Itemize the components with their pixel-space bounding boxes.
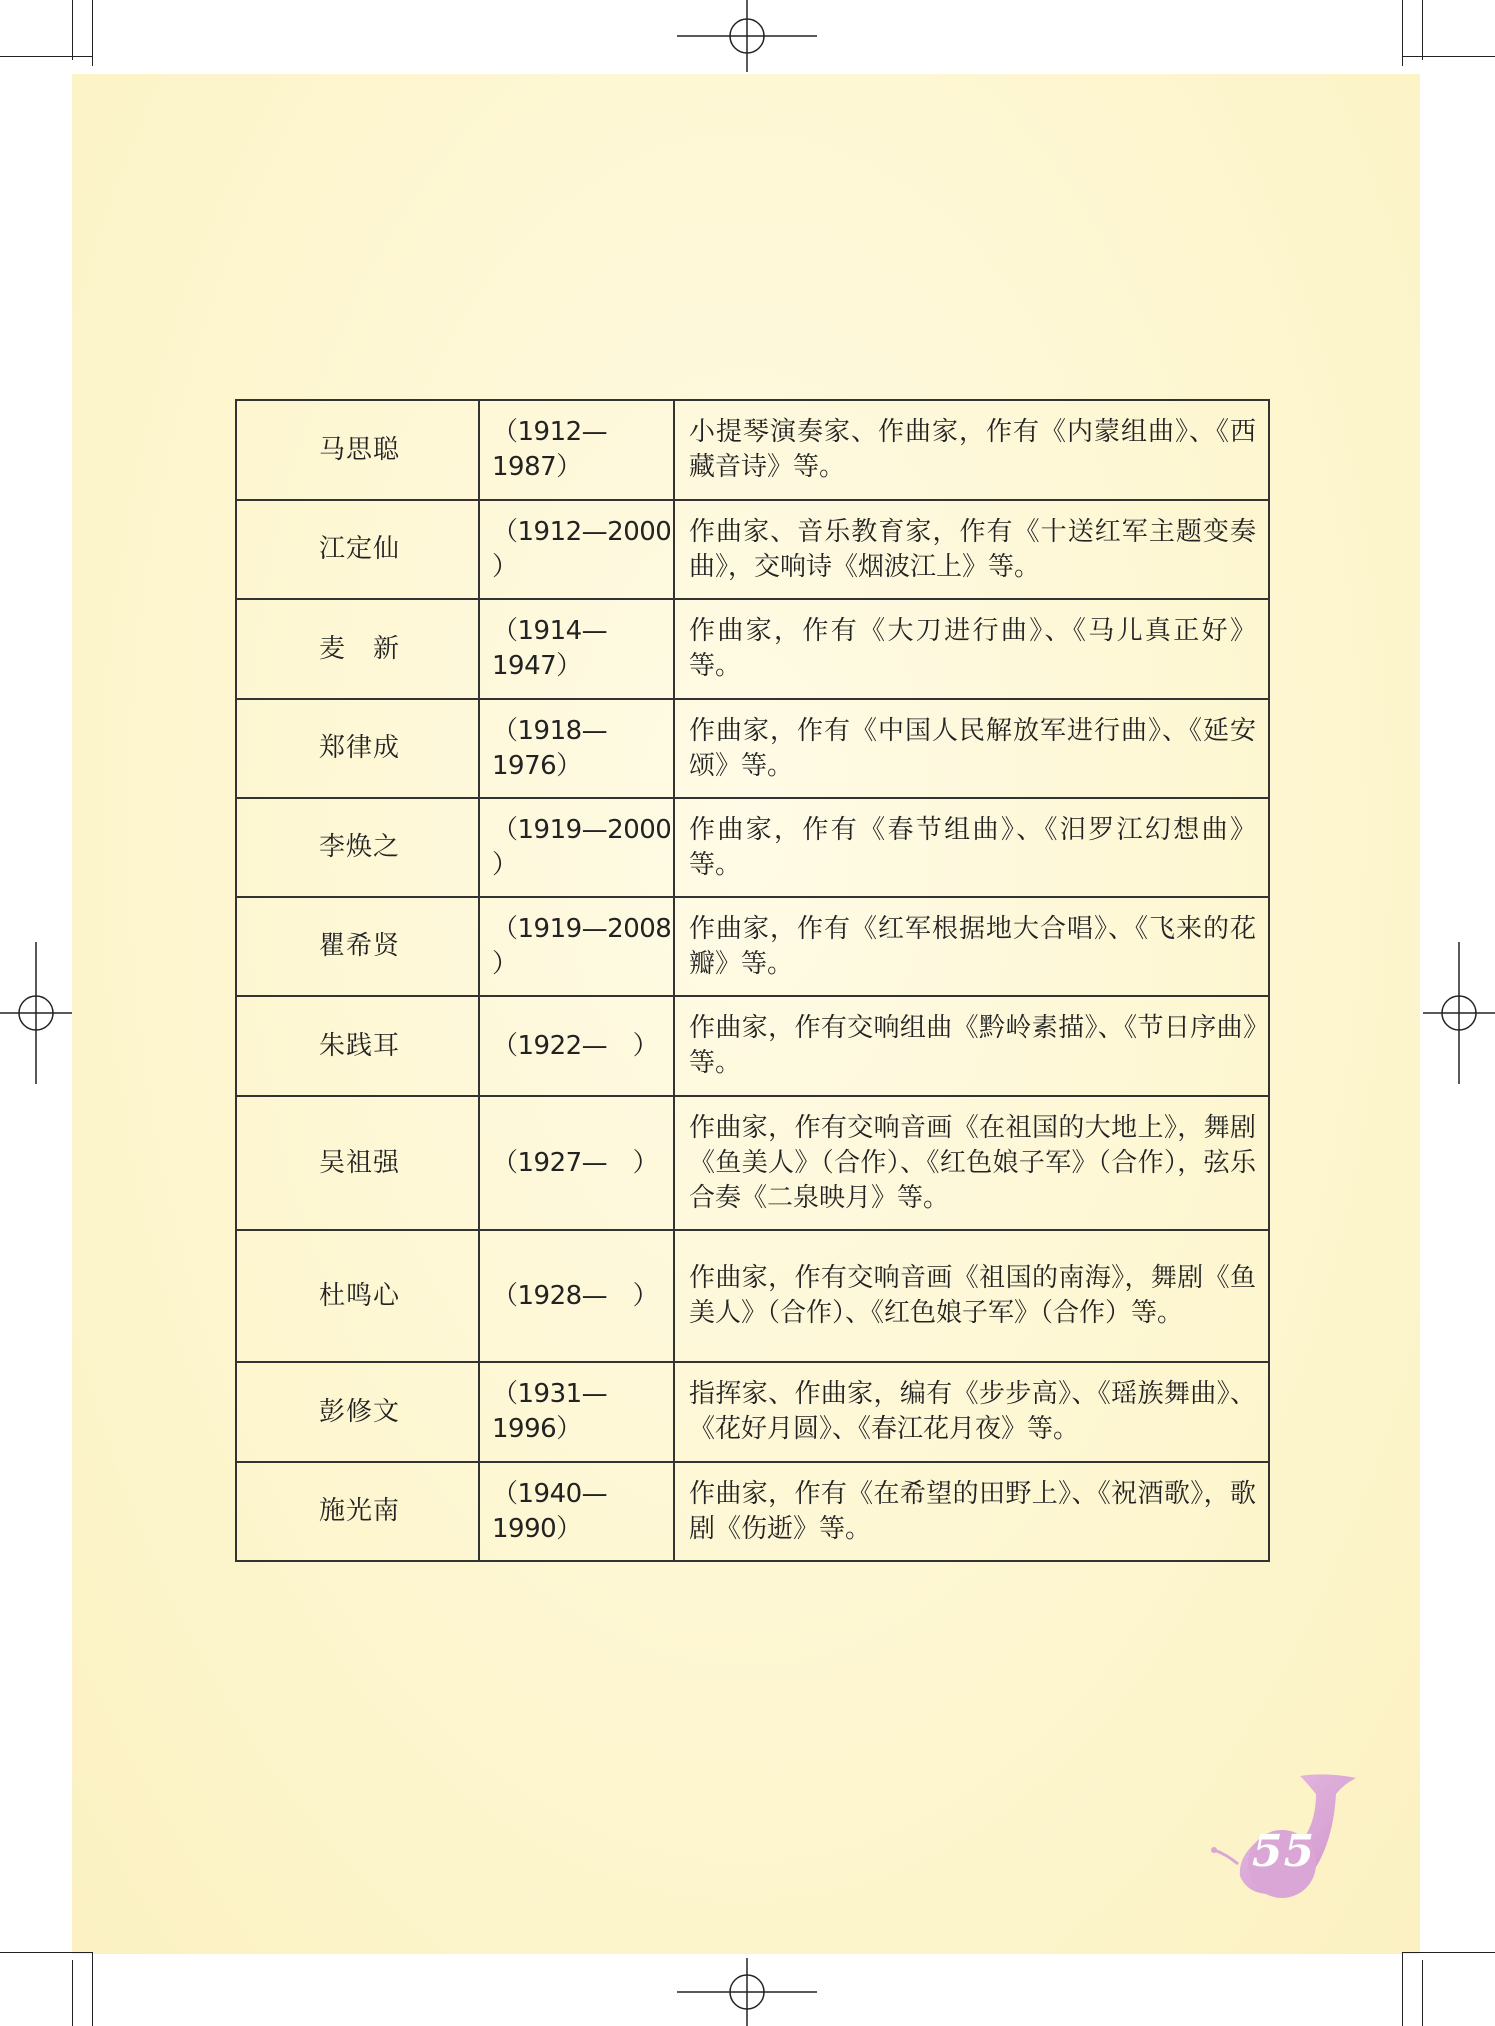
composer-name: 杜鸣心 (236, 1230, 479, 1362)
registration-mark-icon (677, 1958, 817, 2026)
composer-name: 施光南 (236, 1462, 479, 1561)
composer-name: 郑律成 (236, 699, 479, 798)
composer-years: （1914—1947） (479, 599, 674, 699)
composer-years: （1922— ） (479, 996, 674, 1096)
registration-mark-icon (1423, 942, 1495, 1084)
composer-description: 指挥家、作曲家，编有《步步高》、《瑶族舞曲》、《花好月圆》、《春江花月夜》等。 (674, 1362, 1269, 1462)
composer-description: 作曲家，作有交响组曲《黔岭素描》、《节日序曲》等。 (674, 996, 1269, 1096)
table-row (236, 1462, 1269, 1561)
table-row (236, 897, 1269, 996)
composer-name: 江定仙 (236, 500, 479, 599)
table-row (236, 400, 1269, 500)
composer-years: （1912—2000 ） (479, 500, 674, 599)
composer-years: （1940—1990） (479, 1462, 674, 1561)
crop-mark (92, 0, 93, 66)
composer-name: 李焕之 (236, 798, 479, 897)
composer-table (235, 399, 1270, 1562)
composer-years: （1919—2000 ） (479, 798, 674, 897)
composer-years: （1919—2008 ） (479, 897, 674, 996)
crop-mark (72, 0, 73, 60)
composer-description: 作曲家，作有交响音画《祖国的南海》，舞剧《鱼美人》（合作）、《红色娘子军》（合作）等。 (674, 1230, 1269, 1362)
composer-years: （1931—1996） (479, 1362, 674, 1462)
crop-mark (1422, 0, 1423, 60)
crop-mark (92, 1952, 93, 2026)
table-row (236, 599, 1269, 699)
table-row (236, 1362, 1269, 1462)
table-row (236, 996, 1269, 1096)
composer-description: 小提琴演奏家、作曲家，作有《内蒙组曲》、《西藏音诗》等。 (674, 400, 1269, 500)
composer-years: （1912—1987） (479, 400, 674, 500)
table-row (236, 1096, 1269, 1230)
crop-mark (72, 1960, 73, 2026)
table-row (236, 699, 1269, 798)
table-row (236, 798, 1269, 897)
composer-name: 吴祖强 (236, 1096, 479, 1230)
crop-mark (1402, 1952, 1495, 1953)
composer-name: 马思聪 (236, 400, 479, 500)
composer-years: （1928— ） (479, 1230, 674, 1362)
composer-years: （1918—1976） (479, 699, 674, 798)
crop-mark (0, 56, 92, 57)
composer-description: 作曲家，作有《大刀进行曲》、《马儿真正好》等。 (674, 599, 1269, 699)
registration-mark-icon (0, 942, 72, 1084)
crop-mark (1402, 1952, 1403, 2026)
crop-mark (0, 1952, 92, 1953)
composer-years: （1927— ） (479, 1096, 674, 1230)
page-number: 55 (1252, 1826, 1316, 1877)
composer-name: 麦 新 (236, 599, 479, 699)
composer-name: 朱践耳 (236, 996, 479, 1096)
composer-name: 瞿希贤 (236, 897, 479, 996)
composer-description: 作曲家，作有《春节组曲》、《汨罗江幻想曲》等。 (674, 798, 1269, 897)
crop-mark (1422, 1960, 1423, 2026)
composer-name: 彭修文 (236, 1362, 479, 1462)
composer-description: 作曲家，作有交响音画《在祖国的大地上》，舞剧《鱼美人》（合作）、《红色娘子军》（合作），弦乐合奏《二泉映月》等。 (674, 1096, 1269, 1230)
table-row (236, 500, 1269, 599)
composer-description: 作曲家，作有《红军根据地大合唱》、《飞来的花瓣》等。 (674, 897, 1269, 996)
composer-description: 作曲家，作有《中国人民解放军进行曲》、《延安颂》等。 (674, 699, 1269, 798)
composer-description: 作曲家、音乐教育家，作有《十送红军主题变奏曲》，交响诗《烟波江上》等。 (674, 500, 1269, 599)
table-row (236, 1230, 1269, 1362)
composer-description: 作曲家，作有《在希望的田野上》、《祝酒歌》，歌剧《伤逝》等。 (674, 1462, 1269, 1561)
registration-mark-icon (677, 0, 817, 72)
crop-mark (1402, 56, 1495, 57)
